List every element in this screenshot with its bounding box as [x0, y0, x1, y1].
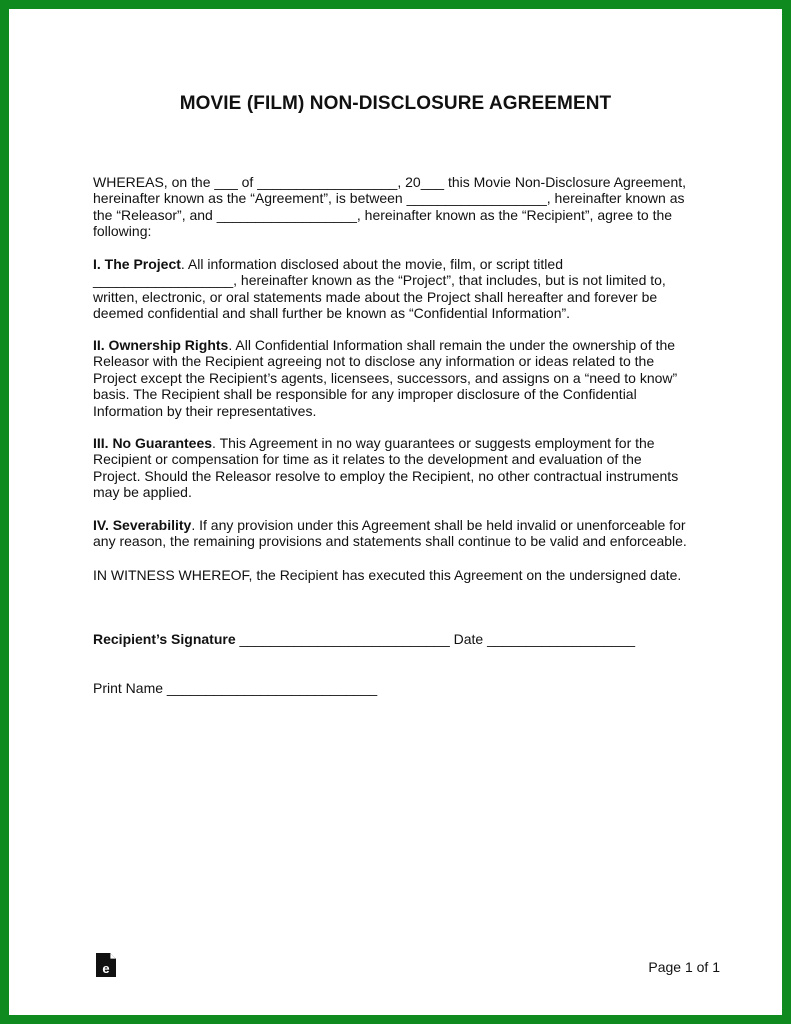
section-project: [93, 256, 713, 322]
section-body: . All Confidential Information shall remain the under the ownership of the Releasor with the Recipient agreeing not to disclose any information or ideas related to the Project except the Recipient’s agents, licensees, successors, and assigns on a “need to know” basis. The Recipient shall be responsible for any improper disclosure of the Confidential Information by their representatives.: [93, 337, 678, 419]
date-label: Date: [453, 631, 484, 647]
signature-line[interactable]: ___________________________: [235, 631, 454, 647]
signature-row: [93, 631, 635, 647]
signature-label: Recipient’s Signature: [93, 631, 236, 647]
section-heading: III. No Guarantees: [93, 435, 213, 451]
print-name-label: Print Name: [93, 680, 164, 696]
section-heading: I. The Project: [93, 256, 181, 272]
witness-paragraph: IN WITNESS WHEREOF, the Recipient has executed this Agreement on the undersigned date.: [93, 567, 682, 583]
document-page: [9, 9, 782, 1015]
page-number: Page 1 of 1: [648, 959, 720, 975]
print-name-line[interactable]: ___________________________: [163, 680, 378, 696]
section-ownership-rights: [93, 337, 713, 419]
section-no-guarantees: [93, 435, 713, 501]
eforms-logo-icon: [95, 952, 117, 978]
section-body: . If any provision under this Agreement shall be held invalid or unenforceable for any reason, the remaining provisions and statements shall continue to be valid and enforceable.: [93, 517, 687, 550]
section-heading: II. Ownership Rights: [93, 337, 229, 353]
intro-paragraph: WHEREAS, on the ___ of __________________, 20___ this Movie Non-Disclosure Agreement, hereinafter known as the “Agreement”, is between __________________, hereinafter known as the “Releasor”, and __________________, hereinafter known as the “Recipient”, agree to the following:: [93, 174, 687, 240]
section-heading: IV. Severability: [93, 517, 192, 533]
date-line[interactable]: ___________________: [483, 631, 636, 647]
print-name-row: [93, 680, 377, 696]
document-title: MOVIE (FILM) NON-DISCLOSURE AGREEMENT: [179, 93, 612, 114]
section-severability: [93, 517, 713, 550]
section-body: . This Agreement in no way guarantees or suggests employment for the Recipient or compensation for time as it relates to the development and evaluation of the Project. Should the Releasor resolve to employ the Recipient, no other contractual instruments may be applied.: [93, 435, 679, 501]
section-body: . All information disclosed about the movie, film, or script titled __________________, hereinafter known as the “Project”, that includes, but is not limited to, written, electronic, or oral statements made about the Project shall hereafter and forever be deemed confidential and shall further be known as “Confidential Information”.: [93, 256, 666, 322]
logo-letter: e: [102, 961, 110, 976]
